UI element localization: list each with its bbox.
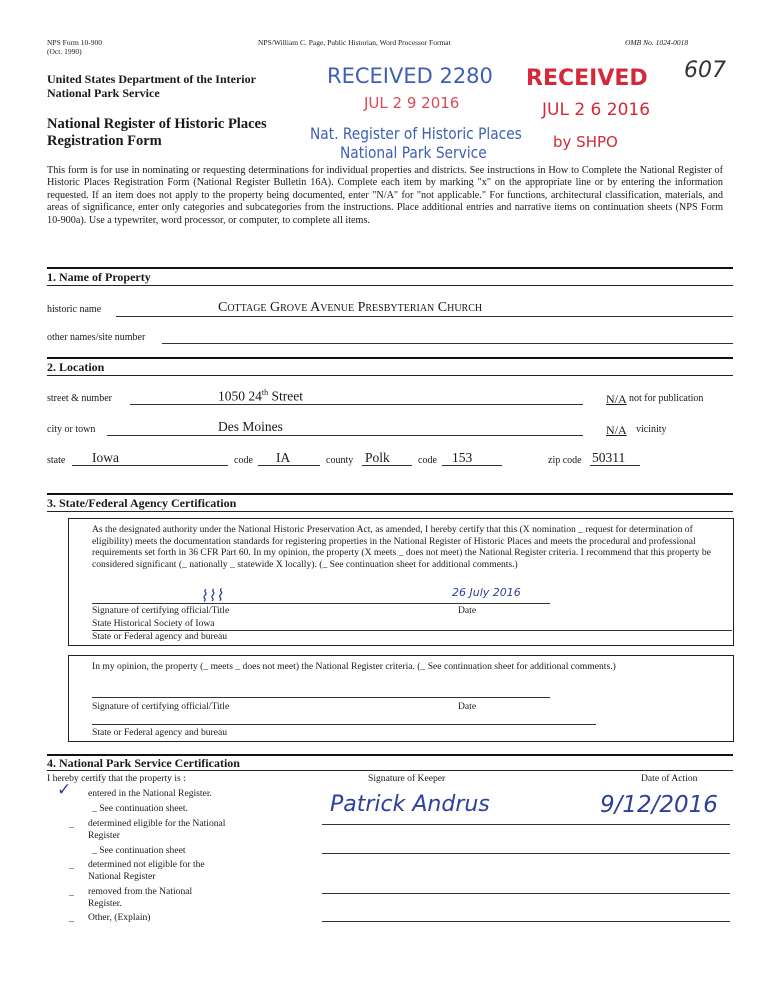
instructions-paragraph: This form is for use in nominating or requesting determinations for individual properties and districts. See instructions in How to Complete the National Register of Historic Places Registration Form (National Register Bulletin 16A). Complete each item by marking "x" on the appropriate line or by entering the information requested. If an item does not apply to the property being documented, enter "N/A" for "not applicable." For functions, architectural classification, materials, and areas of significance, enter only categories and subcategories from the instructions. Place additional entries and narrative items on continuation sheets (NPS Form 10-900a). Use a typewriter, word processor, or computer, to complete all items. — [47, 165, 723, 226]
not-for-publication-label: not for publication — [629, 393, 704, 404]
other-mark: _ — [69, 913, 74, 924]
historic-name-label: historic name — [47, 304, 102, 315]
form-subtitle: Registration Form — [47, 133, 162, 149]
nps-office-line1: Nat. Register of Historic Places — [310, 124, 522, 143]
nps-office-line2: National Park Service — [340, 143, 487, 162]
certification-date-label: Date — [458, 605, 477, 616]
historic-name-value: Cottage Grove Avenue Presbyterian Church — [218, 300, 483, 315]
keeper-signature-label: Signature of Keeper — [368, 773, 446, 784]
option-eligible-continuation: _ See continuation sheet — [92, 845, 186, 856]
certifying-signature-line — [92, 603, 550, 604]
vicinity-label: vicinity — [636, 424, 667, 435]
county-code-label: code — [418, 455, 437, 466]
zip-value: 50311 — [592, 450, 626, 465]
omb-number: OMB No. 1024-0018 — [625, 38, 689, 47]
section1-heading-rule — [47, 285, 733, 286]
other-names-label: other names/site number — [47, 332, 146, 343]
historic-name-line — [116, 316, 733, 317]
commenting-signature-line — [92, 697, 550, 698]
county-code-value: 153 — [452, 450, 473, 465]
date-of-action-label: Date of Action — [641, 773, 698, 784]
commenting-agency-line — [92, 724, 596, 725]
section1-heading: 1. Name of Property — [47, 270, 151, 284]
keeper-line-2 — [322, 853, 730, 854]
removed-mark: _ — [69, 887, 74, 898]
option-other: Other, (Explain) — [88, 912, 151, 923]
option-entered: entered in the National Register. — [88, 788, 212, 799]
section1-top-rule — [47, 267, 733, 269]
nps-certify-intro: I hereby certify that the property is : — [47, 773, 186, 784]
street-label: street & number — [47, 393, 112, 404]
not-eligible-mark: _ — [69, 860, 74, 871]
section3-heading: 3. State/Federal Agency Certification — [47, 496, 237, 510]
department-line: United States Department of the Interior — [47, 72, 256, 86]
form-number: NPS Form 10-900 — [47, 38, 103, 47]
city-label: city or town — [47, 424, 96, 435]
certifying-agency-value: State Historical Society of Iowa — [92, 618, 215, 629]
date-of-action-value: 9/12/2016 — [600, 792, 718, 818]
shpo-by-label: by SHPO — [553, 133, 618, 151]
state-certification-text: As the designated authority under the National Historic Preservation Act, as amended, I hereby certify that this (X nomination _ request for determination of eligibility) meets the documentation standards for registering properties in the National Register of Historic Places and meets the procedural and professional requirements set forth in 36 CFR Part 60. In my opinion, the property (X meets _ does not meet) the National Register criteria. I recommend that this property be considered significant (_ nationally _ statewide X locally). (_ See continuation sheet for additional comments.) — [92, 524, 711, 570]
certifying-signature-label: Signature of certifying official/Title — [92, 605, 230, 616]
option-entered-continuation: _ See continuation sheet. — [92, 803, 188, 814]
section3-heading-rule — [47, 511, 733, 512]
section2-heading: 2. Location — [47, 360, 105, 374]
keeper-line-1 — [322, 824, 730, 825]
reference-number: 607 — [684, 58, 726, 83]
keeper-signature: Patrick Andrus — [330, 792, 490, 817]
section2-top-rule — [47, 357, 733, 359]
city-value: Des Moines — [218, 419, 283, 434]
section4-heading: 4. National Park Service Certification — [47, 756, 240, 770]
format-note: NPS/William C. Page, Public Historian, Word Processor Format — [258, 38, 451, 47]
commenting-opinion-text: In my opinion, the property (_ meets _ does not meet) the National Register criteria. (_ See continuation sheet for additional comments.) — [92, 661, 616, 672]
state-value: Iowa — [92, 450, 119, 465]
section4-heading-rule — [47, 770, 733, 771]
option-determined-not-eligible: determined not eligible for the National Register — [88, 859, 205, 882]
section3-top-rule — [47, 493, 733, 495]
shpo-received-stamp: RECEIVED — [526, 66, 648, 91]
nps-received-date: JUL 2 9 2016 — [364, 94, 460, 112]
keeper-line-4 — [322, 921, 730, 922]
commenting-date-label: Date — [458, 701, 477, 712]
keeper-line-3 — [322, 893, 730, 894]
not-for-publication-value: N/A — [606, 392, 627, 406]
nps-received-stamp: RECEIVED 2280 — [327, 64, 493, 88]
form-title: National Register of Historic Places — [47, 116, 267, 132]
state-label: state — [47, 455, 66, 466]
commenting-signature-label: Signature of certifying official/Title — [92, 701, 230, 712]
eligible-mark: _ — [69, 819, 74, 830]
option-determined-eligible: determined eligible for the National Register — [88, 818, 226, 841]
certification-signed-date: 26 July 2016 — [452, 586, 521, 599]
county-value: Polk — [365, 450, 390, 465]
certifying-official-signature: ⌇⌇⌇ — [199, 585, 224, 606]
option-removed: removed from the National Register. — [88, 886, 193, 909]
agency-line: National Park Service — [47, 86, 160, 100]
certifying-agency-label: State or Federal agency and bureau — [92, 631, 228, 642]
state-code-label: code — [234, 455, 253, 466]
county-label: county — [326, 455, 354, 466]
commenting-agency-label: State or Federal agency and bureau — [92, 727, 228, 738]
city-line — [107, 435, 583, 436]
state-code-value: IA — [276, 450, 291, 465]
zip-label: zip code — [548, 455, 582, 466]
other-names-line — [162, 343, 733, 344]
street-line — [130, 404, 583, 405]
section2-heading-rule — [47, 375, 733, 376]
entered-checkmark: ✓ — [57, 780, 72, 800]
form-date: (Oct. 1990) — [47, 47, 82, 56]
street-value: 1050 24th Street — [218, 388, 303, 404]
vicinity-value: N/A — [606, 423, 627, 437]
shpo-received-date: JUL 2 6 2016 — [542, 100, 651, 120]
